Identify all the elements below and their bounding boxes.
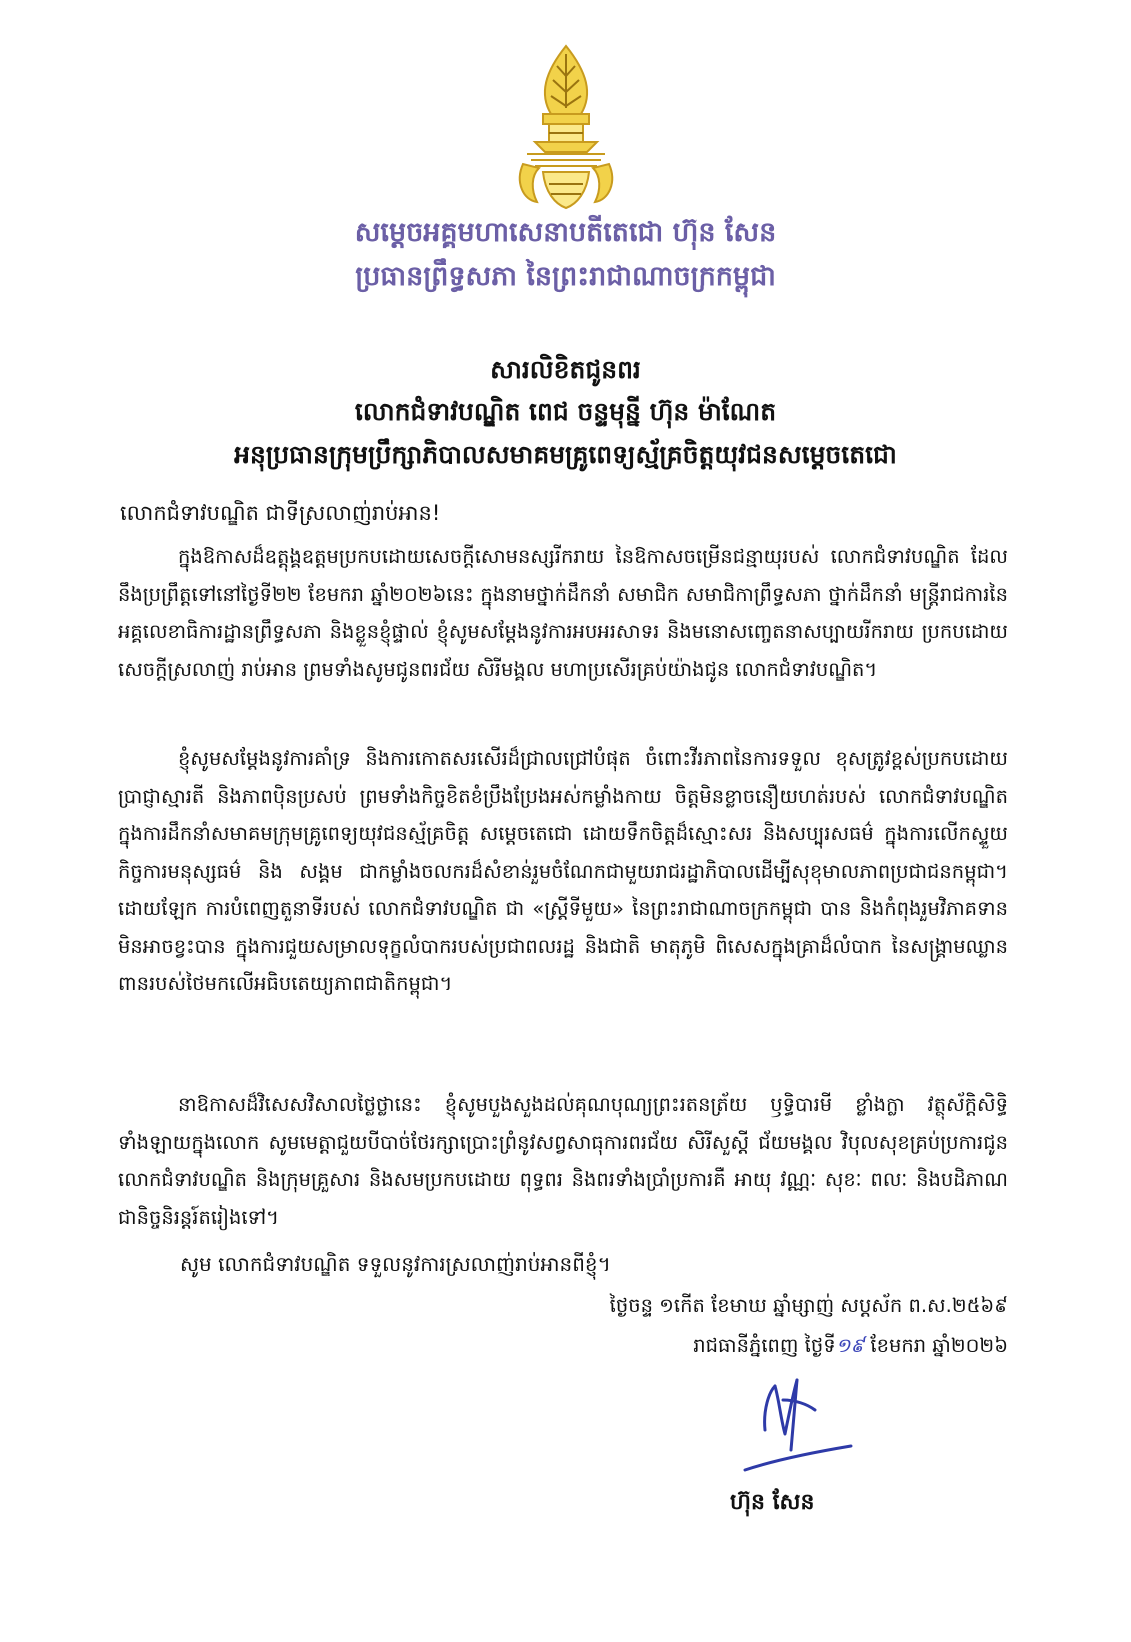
signer-name: ហ៊ុន សែន (730, 1490, 815, 1515)
solar-date-prefix: រាជធានីភ្នំពេញ ថ្ងៃទី (693, 1334, 836, 1357)
salutation: លោកជំទាវបណ្ឌិត ជាទីស្រលាញ់រាប់អាន! (120, 501, 441, 525)
closing-line: សូម លោកជំទាវបណ្ឌិត ទទួលនូវការស្រលាញ់រាប់អានពីខ្ញុំ។ (180, 1252, 611, 1276)
royal-emblem-icon (505, 42, 627, 214)
lunar-date: ថ្ងៃចន្ទ ១កើត ខែមាឃ ឆ្នាំម្សាញ់ សប្តស័ក ព.ស.២៥៦៩ (609, 1294, 1008, 1317)
handwritten-day: ១៩ (835, 1334, 865, 1357)
solar-date-suffix: ខែមករា ឆ្នាំ២០២៦ (864, 1334, 1008, 1357)
body-paragraph-2: ខ្ញុំសូមសម្តែងនូវការគាំទ្រ និងការកោតសរសើរដ៏ជ្រាលជ្រៅបំផុត ចំពោះវីរភាពនៃការទទួល ខុសត្រូវខ្ពស់ប្រកបដោយប្រាជ្ញាស្មារតី និងភាពប៉ិនប្រសប់ ព្រមទាំងកិច្ចខិតខំប្រឹងប្រែងអស់កម្លាំងកាយ ចិត្តមិនខ្លាចនឿយហត់របស់ លោកជំទាវបណ្ឌិត ក្នុងការដឹកនាំសមាគមក្រុមគ្រូពេទ្យយុវជនស្ម័គ្រចិត្ត សម្តេចតេជោ ដោយទឹកចិត្តដ៏ស្មោះសរ និងសប្បុរសធម៌ ក្នុងការលើកស្ទួយកិច្ចការមនុស្សធម៌ និង សង្គម ជាកម្លាំងចលករដ៏សំខាន់រួមចំណែកជាមួយរាជរដ្ឋាភិបាលដើម្បីសុខុមាលភាពប្រជាជនកម្ពុជា។ ដោយឡែក ការបំពេញតួនាទីរបស់ លោកជំទាវបណ្ឌិត ជា «ស្ត្រីទីមួយ» នៃព្រះរាជាណាចក្រកម្ពុជា បាន និងកំពុងរួមវិភាគទានមិនអាចខ្វះបាន ក្នុងការជួយសម្រាលទុក្ខលំបាករបស់ប្រជាពលរដ្ឋ និងជាតិ មាតុភូមិ ពិសេសក្នុងគ្រាដ៏លំបាក នៃសង្គ្រាមឈ្លានពានរបស់ថៃមកលើអធិបតេយ្យភាពជាតិកម្ពុជា។ (118, 747, 1008, 995)
solar-date (693, 1333, 1008, 1362)
letter-title: សារលិខិតជូនពរ (490, 355, 641, 384)
header-position-line: ប្រធានព្រឹទ្ធសភា នៃព្រះរាជាណាចក្រកម្ពុជា (355, 261, 776, 292)
body-paragraph-1: ក្នុងឱកាសដ៏ឧត្តុង្គឧត្តមប្រកបដោយសេចក្តីសោមនស្សរីករាយ នៃឱកាសចម្រើនជន្មាយុរបស់ លោកជំទាវបណ្ឌិត ដែលនឹងប្រព្រឹត្តទៅនៅថ្ងៃទី២២ ខែមករា ឆ្នាំ២០២៦នេះ ក្នុងនាមថ្នាក់ដឹកនាំ សមាជិក សមាជិកាព្រឹទ្ធសភា ថ្នាក់ដឹកនាំ មន្ត្រីរាជការនៃអគ្គលេខាធិការដ្ឋានព្រឹទ្ធសភា និងខ្លួនខ្ញុំផ្ទាល់ ខ្ញុំសូមសម្តែងនូវការអបអរសាទរ និងមនោសញ្ចេតនាសប្បាយរីករាយ ប្រកបដោយសេចក្តីស្រលាញ់ រាប់អាន ព្រមទាំងសូមជូនពរជ័យ សិរីមង្គល មហាប្រសើរគ្រប់យ៉ាងជូន លោកជំទាវបណ្ឌិត។ (118, 545, 1008, 681)
recipient-name: លោកជំទាវបណ្ឌិត ពេជ ចន្ទមុន្នី ហ៊ុន ម៉ាណែត (354, 397, 777, 426)
signature-icon (735, 1370, 855, 1480)
body-paragraph-3: នាឱកាសដ៏វិសេសវិសាលថ្លៃថ្លានេះ ខ្ញុំសូមបួងសួងដល់គុណបុណ្យព្រះរតនត្រ័យ ឫទ្ធិបារមី ខ្លាំងក្លា វត្ថុស័ក្តិសិទ្ធិទាំងឡាយក្នុងលោក សូមមេត្តាជួយបីបាច់ថែរក្សាប្រោះព្រំនូវសព្វសាធុការពរជ័យ សិរីសួស្តី ជ័យមង្គល វិបុលសុខគ្រប់ប្រការជូន លោកជំទាវបណ្ឌិត និងក្រុមគ្រួសារ និងសមប្រកបដោយ ពុទ្ធពរ និងពរទាំងប្រាំប្រការគឺ អាយុ វណ្ណៈ សុខៈ ពលៈ និងបដិភាណ ជានិច្ចនិរន្តរ៍តរៀងទៅ។ (118, 1093, 1008, 1229)
header-name-line: សម្តេចអគ្គមហាសេនាបតីតេជោ ហ៊ុន សែន (354, 217, 777, 248)
recipient-position: អនុប្រធានក្រុមប្រឹក្សាភិបាលសមាគមគ្រូពេទ្យស្ម័គ្រចិត្តយុវជនសម្តេចតេជោ (234, 440, 897, 469)
